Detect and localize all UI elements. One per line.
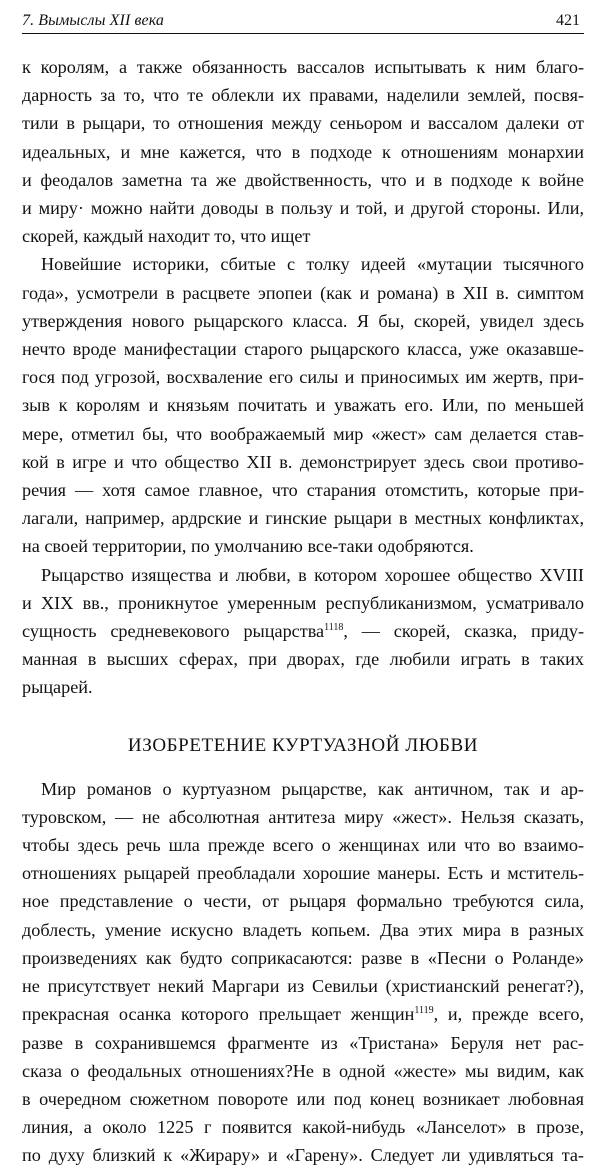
- footnote-ref-1119[interactable]: 1119: [414, 1005, 434, 1017]
- text-line: сказа о феодальных отношениях?Не в одной «жесте» мы видим, как: [22, 1060, 584, 1081]
- text-line: доблесть, умение искусно владеть копьем. Два этих мира в разных: [22, 919, 584, 940]
- text-line: манная в высших сферах, при дворах, где любили играть в таких: [22, 649, 584, 670]
- text-line: тили в рыцари, то отношения между сеньором и вассалом далеки от: [22, 113, 584, 134]
- text-line: рыцарей.: [22, 677, 93, 698]
- text-line: года», усмотрели в расцвете эпопеи (как и романа) в XII в. симптом: [22, 282, 584, 303]
- text-line: линия, а около 1225 г появится какой-нибудь «Ланселот» в прозе,: [22, 1117, 584, 1138]
- paragraph-2: [22, 250, 584, 560]
- text-line: и феодалов заметна та же двойственность, что и в подходе к войне: [22, 169, 584, 190]
- text-line: нечто вроде манифестации старого рыцарского класса, уже оказавше-: [22, 339, 584, 360]
- text-line: в очередном сюжетном повороте или под конец возникает любовная: [22, 1088, 584, 1109]
- text-line: идеальных, и мне кажется, что в подходе к отношениям монархии: [22, 141, 584, 162]
- body-text: [22, 53, 584, 1170]
- text-fragment: прекрасная осанка которого прельщает женщин: [22, 1004, 415, 1025]
- text-line: Мир романов о куртуазном рыцарстве, как античном, так и ар-: [41, 778, 584, 799]
- text-line: утверждения нового рыцарского класса. Я бы, скорей, увидел здесь: [22, 310, 584, 331]
- running-header: [22, 8, 584, 34]
- text-line: по духу близкий к «Жирару» и «Гарену». Следует ли удивляться та-: [22, 1145, 584, 1166]
- paragraph-1: [22, 53, 584, 250]
- text-line: Новейшие историки, сбитые с толку идеей «мутации тысячного: [41, 254, 584, 275]
- section-heading: ИЗОБРЕТЕНИЕ КУРТУАЗНОЙ ЛЮБВИ: [127, 734, 479, 756]
- text-line: и миру· можно найти доводы в пользу и той, и другой стороны. Или,: [22, 198, 584, 219]
- text-line: мере, отметил бы, что воображаемый мир «жест» сам делается став-: [22, 423, 584, 444]
- text-line-with-footnote: [22, 617, 584, 645]
- text-line: произведениях как будто соприкасаются: разве в «Песни о Роланде»: [22, 947, 584, 968]
- paragraph-3: [22, 561, 584, 702]
- text-line: лагали, например, ардрские и гинские рыцари в местных конфликтах,: [22, 508, 584, 529]
- text-line: кой в игре и что общество XII в. демонстрирует здесь свои противо-: [22, 451, 584, 472]
- text-line: гося под угрозой, восхваление его силы и приносимых им жертв, при-: [22, 367, 584, 388]
- text-line: к королям, а также обязанность вассалов испытывать к ним благо-: [22, 57, 584, 77]
- text-line: не присутствует некий Маргари из Севильи (христианский ренегат?),: [22, 976, 584, 997]
- text-line: скорей, каждый находит то, что ищет: [22, 226, 311, 247]
- footnote-ref-1118[interactable]: 1118: [324, 622, 344, 633]
- text-line: и XIX вв., проникнутое умеренным республиканизмом, усматривало: [22, 592, 584, 613]
- text-fragment: , — скорей, сказка, приду-: [343, 621, 584, 642]
- text-line: на своей территории, по умолчанию все-таки одобряются.: [22, 536, 474, 557]
- text-line: зыв к королям и князьям почитать и уважать его. Или, по меньшей: [22, 395, 584, 416]
- running-title: 7. Вымыслы XII века: [22, 12, 165, 29]
- paragraph-4: [22, 775, 584, 1170]
- page-number: 421: [556, 12, 580, 29]
- text-line: дарность за то, что те облекли их правами, наделили землей, посвя-: [22, 85, 584, 106]
- text-line: разве в сохранившемся фрагменте из «Тристана» Беруля нет рас-: [22, 1032, 584, 1053]
- text-line: отношениях рыцарей преобладали хорошие манеры. Есть и мститель-: [22, 863, 584, 884]
- text-line: ное представление о чести, от рыцаря формально требуются сила,: [22, 891, 584, 912]
- text-line: Рыцарство изящества и любви, в котором хорошее общество XVIII: [41, 564, 584, 585]
- text-line-with-footnote: [22, 1000, 584, 1028]
- text-line: речия — хотя самое главное, что старания отомстить, которые при-: [22, 480, 584, 501]
- text-fragment: , и, прежде всего,: [433, 1004, 584, 1025]
- text-fragment: сущность средневекового рыцарства: [22, 621, 325, 642]
- book-page: [22, 8, 584, 1170]
- text-line: чтобы здесь речь шла прежде всего о женщинах или что во взаимо-: [22, 835, 584, 856]
- text-line: туровском, — не абсолютная антитеза миру «жест». Нельзя сказать,: [22, 806, 584, 827]
